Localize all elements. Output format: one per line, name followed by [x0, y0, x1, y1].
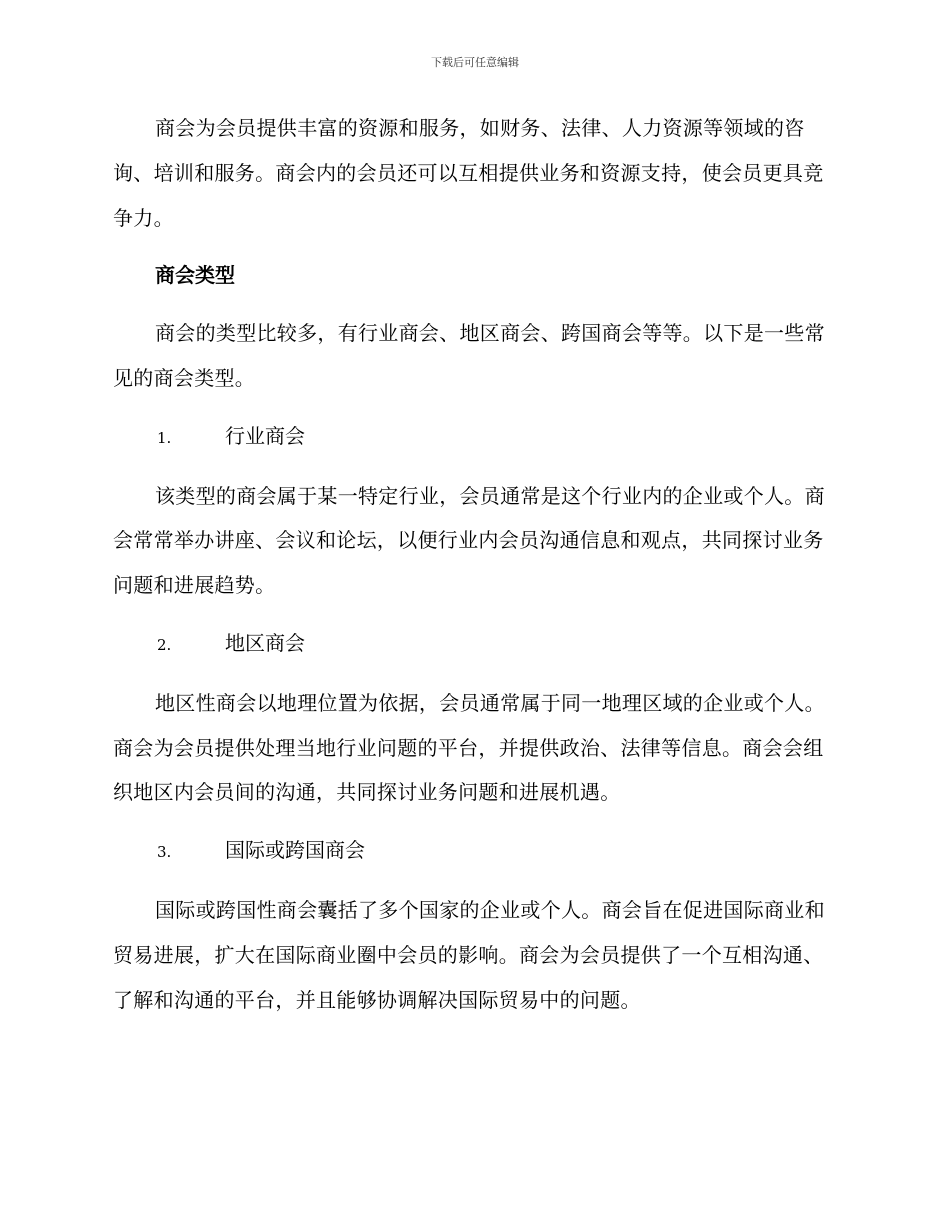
list-number: 1.: [157, 428, 172, 447]
section-heading: 商会类型: [155, 263, 235, 288]
section-intro-paragraph: 商会的类型比较多，有行业商会、地区商会、跨国商会等等。以下是一些常见的商会类型。: [113, 321, 825, 390]
list-item-heading: [113, 828, 833, 875]
list-item-heading: [113, 414, 833, 461]
list-item-paragraph: 国际或跨国性商会囊括了多个国家的企业或个人。商会旨在促进国际商业和贸易进展，扩大在国际商业圈中会员的影响。商会为会员提供了一个互相沟通、了解和沟通的平台，并且能够协调解决国际贸易中的问题。: [113, 897, 825, 1012]
intro-paragraph: 商会为会员提供丰富的资源和服务，如财务、法律、人力资源等领域的咨询、培训和服务。商会内的会员还可以互相提供业务和资源支持，使会员更具竞争力。: [113, 116, 824, 230]
document-body: [113, 106, 833, 1022]
page-header: 下载后可任意编辑: [431, 56, 519, 69]
list-item-title: 地区商会: [225, 630, 305, 655]
list-item-paragraph: 地区性商会以地理位置为依据，会员通常属于同一地理区域的企业或个人。商会为会员提供处理当地行业问题的平台，并提供政治、法律等信息。商会会组织地区内会员间的沟通，共同探讨业务问题和进展机遇。: [113, 690, 825, 805]
list-number: 2.: [157, 635, 172, 654]
list-number: 3.: [157, 843, 172, 862]
list-item-title: 国际或跨国商会: [225, 838, 365, 863]
list-item-title: 行业商会: [225, 423, 305, 448]
list-item-paragraph: 该类型的商会属于某一特定行业，会员通常是这个行业内的企业或个人。商会常常举办讲座、会议和论坛，以便行业内会员沟通信息和观点，共同探讨业务问题和进展趋势。: [113, 483, 825, 598]
list-item-heading: [113, 621, 833, 668]
